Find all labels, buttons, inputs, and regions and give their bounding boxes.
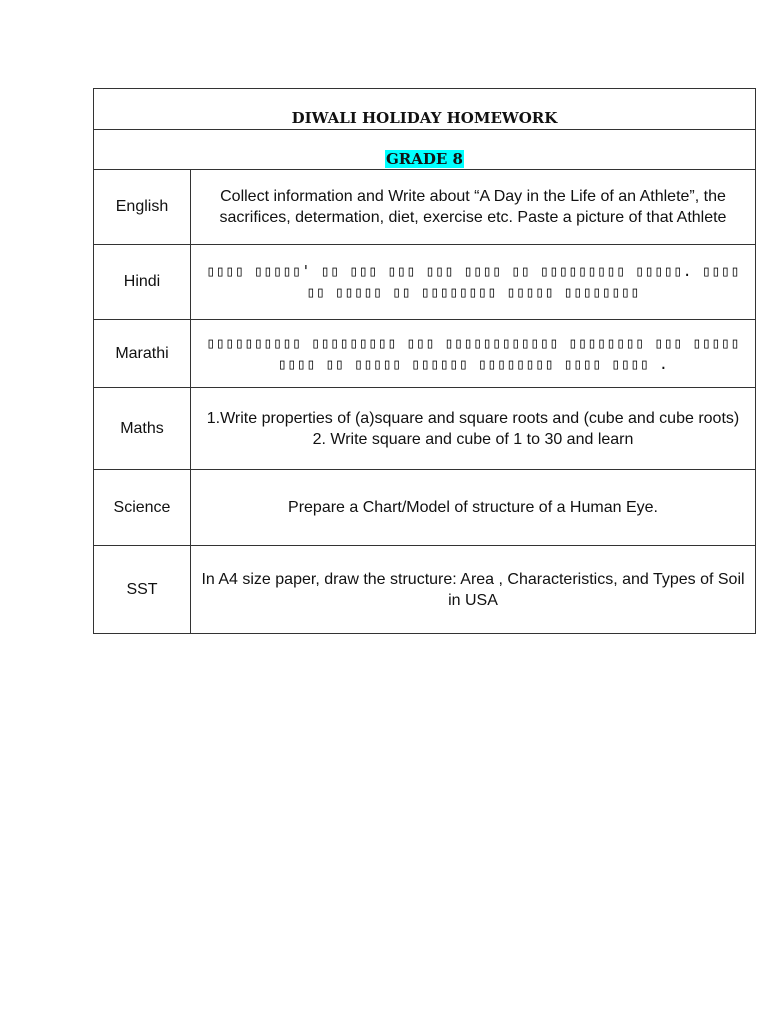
subject-cell: Hindi xyxy=(94,245,191,320)
task-cell: ▯▯▯▯ ▯▯▯▯▯' ▯▯ ▯▯▯ ▯▯▯ ▯▯▯ ▯▯▯▯ ▯▯ ▯▯▯▯▯▯▯▯▯ ▯▯▯▯▯. ▯▯▯▯ ▯▯ ▯▯▯▯▯ ▯▯ ▯▯▯▯▯▯▯▯ ▯▯▯▯▯ ▯▯▯▯▯▯▯▯ xyxy=(191,245,756,320)
title-cell xyxy=(94,89,756,130)
subject-cell: SST xyxy=(94,546,191,634)
table-row-hindi xyxy=(94,245,756,320)
subject-cell: English xyxy=(94,170,191,245)
grade-row xyxy=(94,130,756,170)
document-title: DIWALI HOLIDAY HOMEWORK xyxy=(291,109,558,127)
table-row-maths xyxy=(94,388,756,470)
table-row-marathi xyxy=(94,320,756,388)
subject-cell: Science xyxy=(94,470,191,546)
task-cell: 1.Write properties of (a)square and square roots and (cube and cube roots) 2. Write square and cube of 1 to 30 and learn xyxy=(191,388,756,470)
table-row-sst xyxy=(94,546,756,634)
title-row xyxy=(94,89,756,130)
task-cell: Collect information and Write about “A Day in the Life of an Athlete”, the sacrifices, determation, diet, exercise etc. Paste a picture of that Athlete xyxy=(191,170,756,245)
grade-cell xyxy=(94,130,756,170)
table-row-science xyxy=(94,470,756,546)
task-cell: ▯▯▯▯▯▯▯▯▯▯ ▯▯▯▯▯▯▯▯▯ ▯▯▯ ▯▯▯▯▯▯▯▯▯▯▯▯ ▯▯▯▯▯▯▯▯ ▯▯▯ ▯▯▯▯▯ ▯▯▯▯ ▯▯ ▯▯▯▯▯ ▯▯▯▯▯▯ ▯▯▯▯▯▯▯▯ ▯▯▯▯ ▯▯▯▯ . xyxy=(191,320,756,388)
task-cell: Prepare a Chart/Model of structure of a Human Eye. xyxy=(191,470,756,546)
homework-table xyxy=(93,88,756,634)
grade-label: GRADE 8 xyxy=(385,150,463,168)
table-row-english xyxy=(94,170,756,245)
subject-cell: Maths xyxy=(94,388,191,470)
task-cell: In A4 size paper, draw the structure: Area , Characteristics, and Types of Soil in USA xyxy=(191,546,756,634)
subject-cell: Marathi xyxy=(94,320,191,388)
